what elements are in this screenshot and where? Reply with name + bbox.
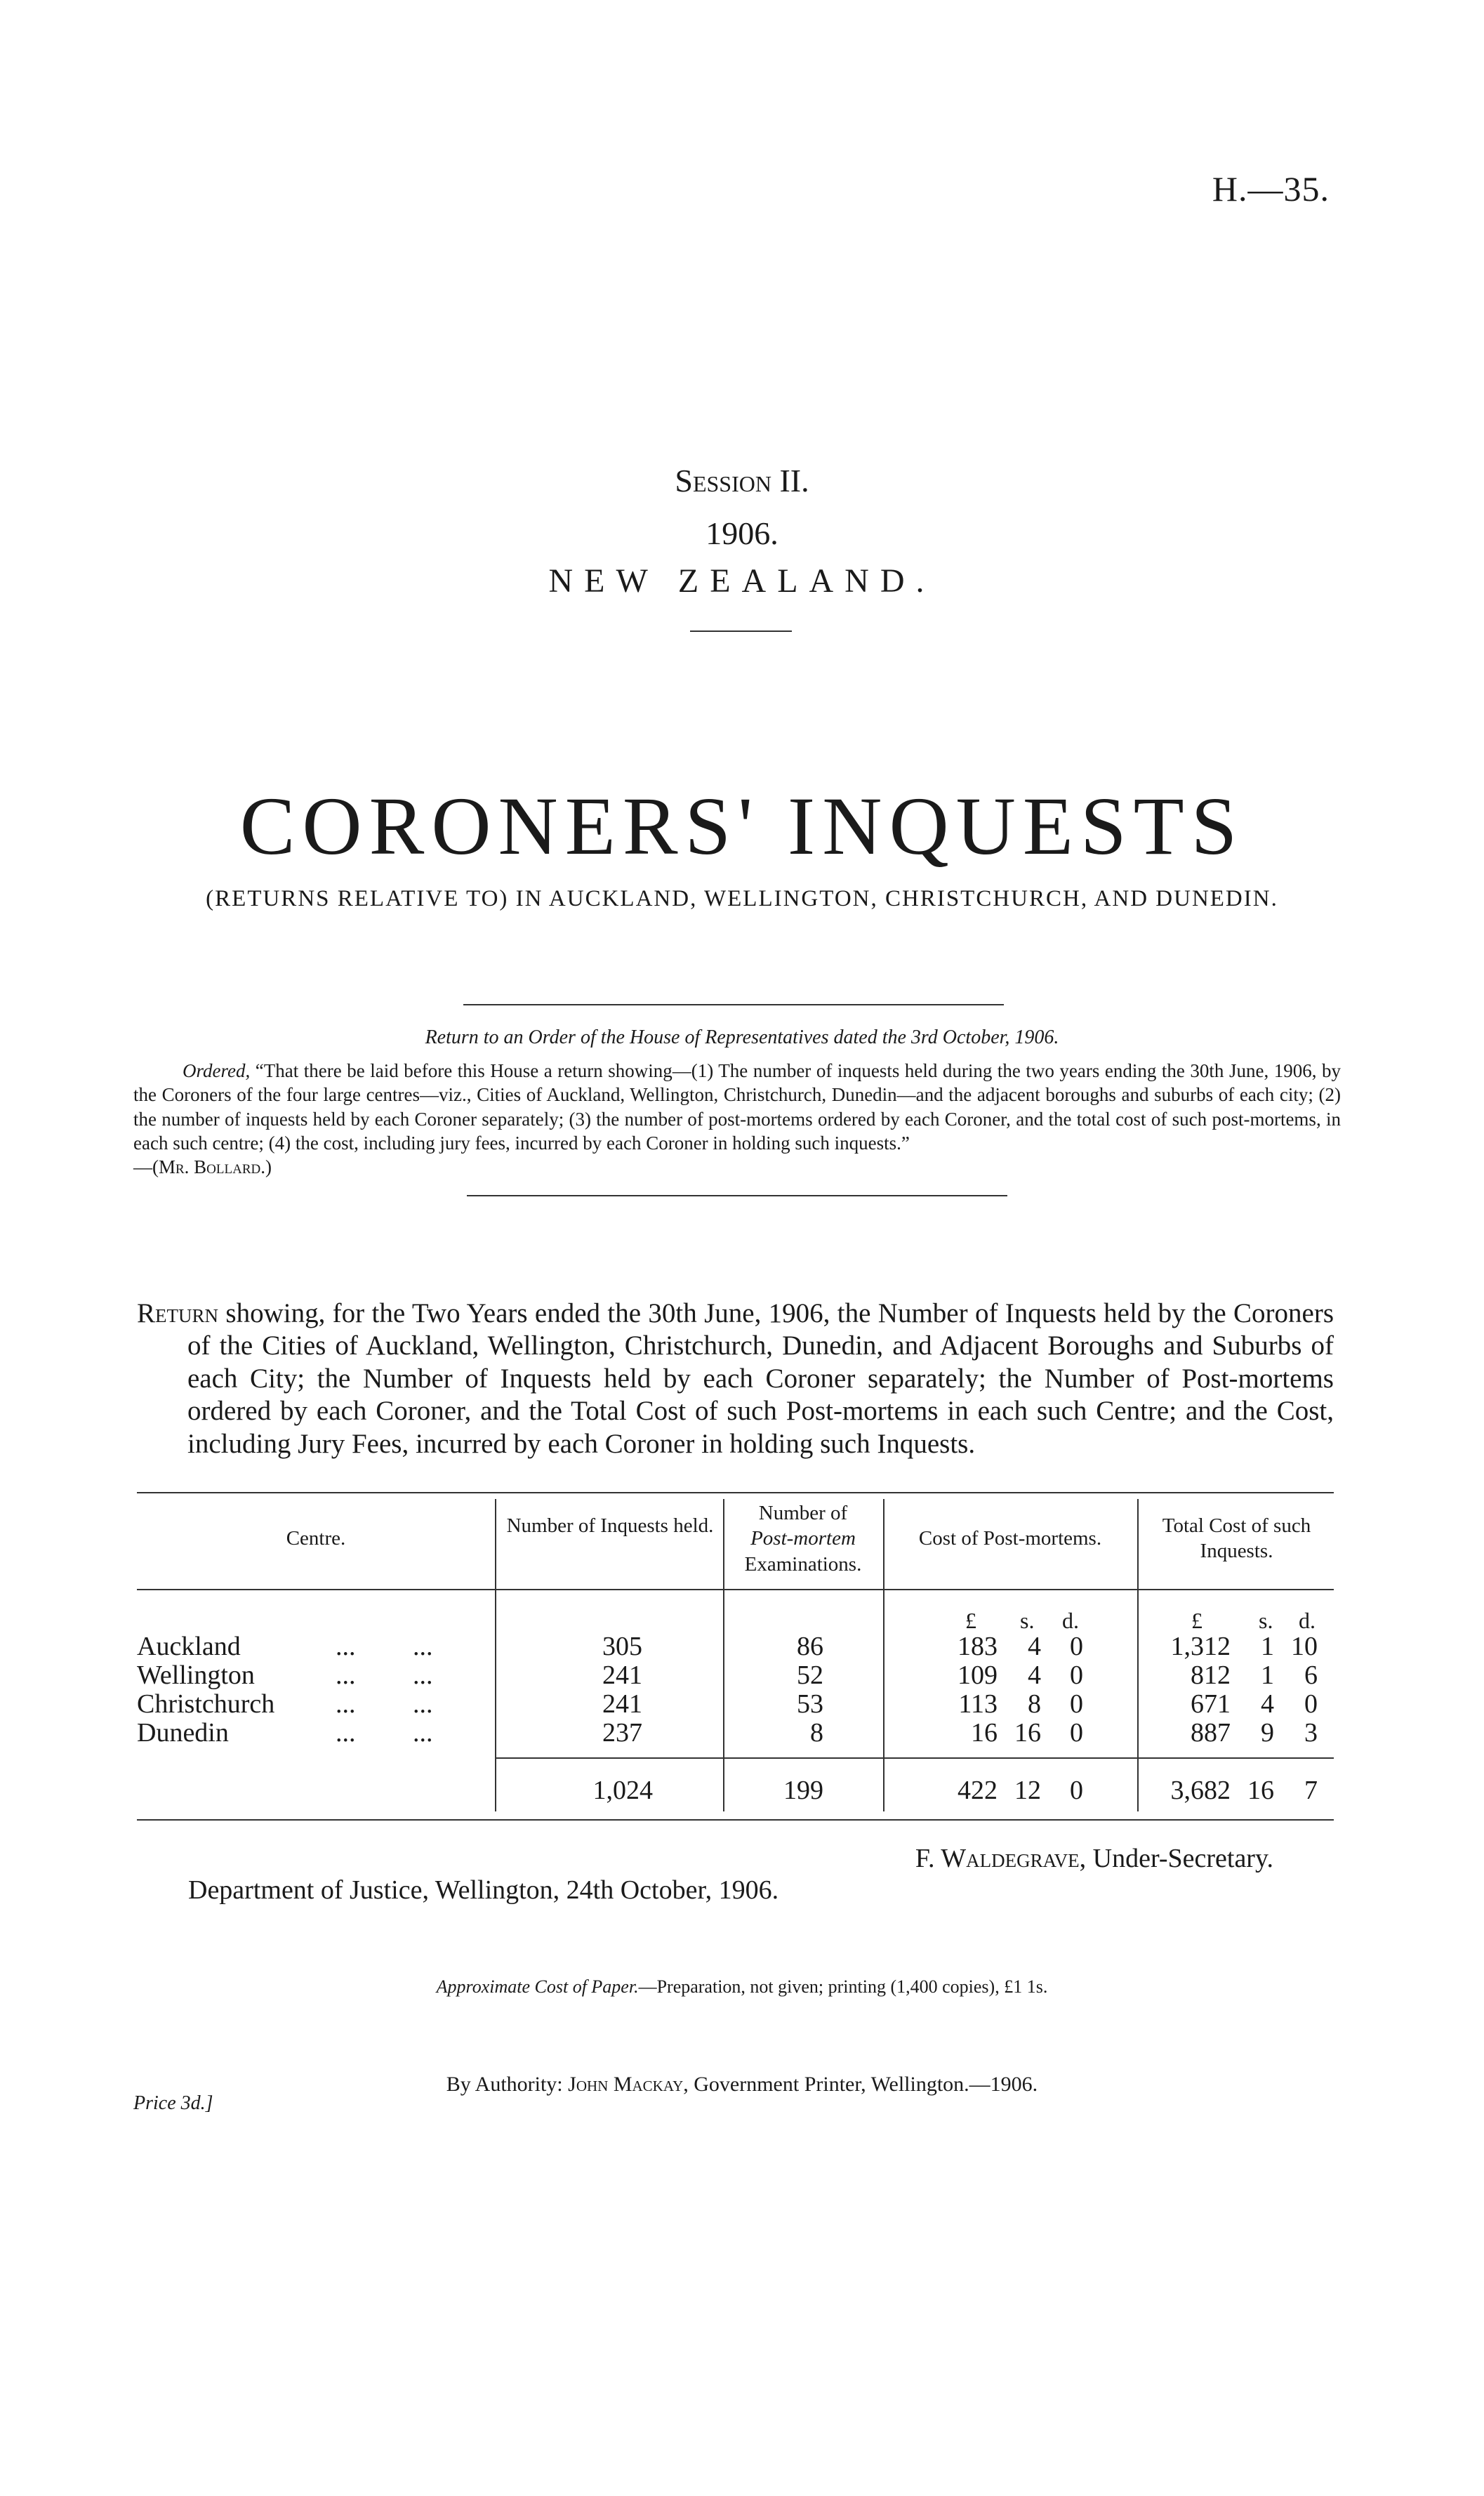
total-pm-pounds: 422 [958, 1776, 998, 1805]
approximate-cost [0, 1976, 1484, 1998]
header-postmortems-line3: Examinations. [744, 1552, 862, 1576]
total-inquests: 1,024 [592, 1776, 653, 1805]
row-1-tc-shillings: 1 [1261, 1632, 1274, 1661]
row-2-inquests: 241 [602, 1660, 642, 1690]
unit-pound-pm: £ [965, 1608, 976, 1633]
row-3-centre: Christchurch [137, 1689, 275, 1719]
printer-authority [0, 2073, 1484, 2096]
return-lead: Return [137, 1298, 219, 1328]
row-4-tc-pounds: 887 [1191, 1718, 1231, 1748]
row-4-centre: Dunedin [137, 1718, 229, 1748]
table-total-rule [495, 1757, 1334, 1759]
masthead-divider [690, 630, 792, 632]
order-divider [467, 1195, 1007, 1196]
unit-pound-tc: £ [1191, 1608, 1203, 1633]
signature-line [915, 1843, 1273, 1874]
row-1-dots-a: ... [336, 1632, 356, 1661]
row-4-tc-pence: 3 [1304, 1718, 1318, 1748]
header-postmortems [725, 1500, 881, 1577]
row-2-tc-shillings: 1 [1261, 1660, 1274, 1690]
header-inquests: Number of Inquests held. [506, 1514, 714, 1537]
row-1-centre: Auckland [137, 1632, 241, 1661]
row-3-postmortems: 53 [797, 1689, 823, 1719]
table-bottom-rule [137, 1819, 1334, 1821]
authority-suffix: Government Printer, Wellington.—1906. [694, 2073, 1038, 2096]
unit-pence-tc: d. [1299, 1608, 1316, 1633]
row-4-pm-pence: 0 [1070, 1718, 1083, 1748]
row-2-tc-pounds: 812 [1191, 1660, 1231, 1690]
header-cost-postmortems: Cost of Post-mortems. [918, 1527, 1102, 1550]
row-2-dots-b: ... [413, 1660, 433, 1690]
col-divider-2 [723, 1499, 724, 1811]
total-tc-shillings: 16 [1247, 1776, 1274, 1805]
header-postmortems-line2: Post-mortem [750, 1527, 856, 1550]
row-1-tc-pounds: 1,312 [1170, 1632, 1231, 1661]
title-divider [463, 1004, 1004, 1005]
row-4-pm-pounds: 16 [971, 1718, 998, 1748]
row-2-centre: Wellington [137, 1660, 255, 1690]
session-label: Session II. [675, 463, 809, 498]
row-3-dots-a: ... [336, 1689, 356, 1719]
row-2-pm-shillings: 4 [1028, 1660, 1041, 1690]
document-code: H.—35. [1212, 169, 1330, 209]
page-subtitle: (RETURNS RELATIVE TO) IN AUCKLAND, WELLINGTON, CHRISTCHURCH, AND DUNEDIN. [206, 886, 1278, 911]
row-4-pm-shillings: 16 [1014, 1718, 1041, 1748]
year-label: 1906. [705, 515, 779, 551]
row-1-pm-shillings: 4 [1028, 1632, 1041, 1661]
row-1-tc-pence: 10 [1291, 1632, 1318, 1661]
header-centre: Centre. [286, 1527, 346, 1550]
department-line: Department of Justice, Wellington, 24th October, 1906. [188, 1875, 779, 1905]
order-mover: —(Mr. Bollard.) [133, 1156, 272, 1178]
row-2-tc-pence: 6 [1304, 1660, 1318, 1690]
unit-pence-pm: d. [1062, 1608, 1079, 1633]
row-3-tc-pounds: 671 [1191, 1689, 1231, 1719]
col-divider-3 [883, 1499, 885, 1811]
country-label: NEW ZEALAND. [548, 562, 936, 600]
approx-cost-text: —Preparation, not given; printing (1,400 copies), £1 1s. [638, 1976, 1048, 1997]
total-tc-pounds: 3,682 [1170, 1776, 1231, 1805]
price-label: Price 3d.] [133, 2092, 213, 2114]
table-header-rule [137, 1589, 1334, 1590]
row-2-pm-pence: 0 [1070, 1660, 1083, 1690]
table-top-rule [137, 1492, 1334, 1493]
row-3-inquests: 241 [602, 1689, 642, 1719]
row-3-pm-shillings: 8 [1028, 1689, 1041, 1719]
row-3-pm-pence: 0 [1070, 1689, 1083, 1719]
row-3-pm-pounds: 113 [958, 1689, 998, 1719]
row-3-dots-b: ... [413, 1689, 433, 1719]
order-text-block [133, 1059, 1341, 1179]
total-pm-pence: 0 [1070, 1776, 1083, 1805]
order-heading: Return to an Order of the House of Representatives dated the 3rd October, 1906. [425, 1026, 1059, 1048]
row-2-postmortems: 52 [797, 1660, 823, 1690]
ordered-label: Ordered, [183, 1060, 251, 1081]
authority-prefix: By Authority: [446, 2073, 563, 2096]
header-postmortems-line1: Number of [758, 1502, 848, 1524]
return-body: showing, for the Two Years ended the 30th June, 1906, the Number of Inquests held by the Coroners of the Cities of Auckland, Wellington, Christchurch, Dunedin, and Adjacent Boroughs and Suburbs of each City; the Number of Inquests held by each Coroner separately; the Number of Post-mortems ordered by each Coroner, and the Total Cost of such Post-mortems in each such Centre; and the Cost, including Jury Fees, incurred by each Coroner in holding such Inquests. [187, 1298, 1334, 1459]
row-1-pm-pence: 0 [1070, 1632, 1083, 1661]
total-pm-shillings: 12 [1014, 1776, 1041, 1805]
row-3-tc-pence: 0 [1304, 1689, 1318, 1719]
signatory-title: Under-Secretary. [1092, 1844, 1273, 1873]
header-total-cost: Total Cost of such Inquests. [1162, 1514, 1311, 1563]
row-1-dots-b: ... [413, 1632, 433, 1661]
row-4-dots-b: ... [413, 1718, 433, 1748]
order-body: “That there be laid before this House a return showing—(1) The number of inquests held during the two years ending the 30th June, 1906, by the Coroners of the four large centres—viz., Cities of Auckland, Wellington, Christchurch, Dunedin—and the adjacent boroughs and suburbs of each city; (2) the number of inquests held by each Coroner separately; (3) the number of post-mortems ordered by each Coroner, and the total cost of such post-mortems, in each such centre; (4) the cost, including jury fees, incurred by each Coroner in holding such inquests.” [133, 1060, 1341, 1154]
total-postmortems: 199 [783, 1776, 823, 1805]
row-4-dots-a: ... [336, 1718, 356, 1748]
row-2-dots-a: ... [336, 1660, 356, 1690]
col-divider-4 [1137, 1499, 1139, 1811]
total-tc-pence: 7 [1304, 1776, 1318, 1805]
row-4-postmortems: 8 [810, 1718, 823, 1748]
row-4-inquests: 237 [602, 1718, 642, 1748]
approx-cost-label: Approximate Cost of Paper. [436, 1976, 639, 1997]
row-3-tc-shillings: 4 [1261, 1689, 1274, 1719]
row-1-postmortems: 86 [797, 1632, 823, 1661]
row-1-inquests: 305 [602, 1632, 642, 1661]
printer-name: John Mackay, [568, 2073, 689, 2096]
col-divider-1 [495, 1499, 496, 1811]
unit-shilling-pm: s. [1020, 1608, 1035, 1633]
unit-shilling-tc: s. [1259, 1608, 1273, 1633]
signatory-name: F. Waldegrave, [915, 1844, 1087, 1873]
row-2-pm-pounds: 109 [958, 1660, 998, 1690]
page-title: CORONERS' INQUESTS [239, 780, 1245, 872]
row-4-tc-shillings: 9 [1261, 1718, 1274, 1748]
row-1-pm-pounds: 183 [958, 1632, 998, 1661]
return-statement [137, 1297, 1334, 1460]
